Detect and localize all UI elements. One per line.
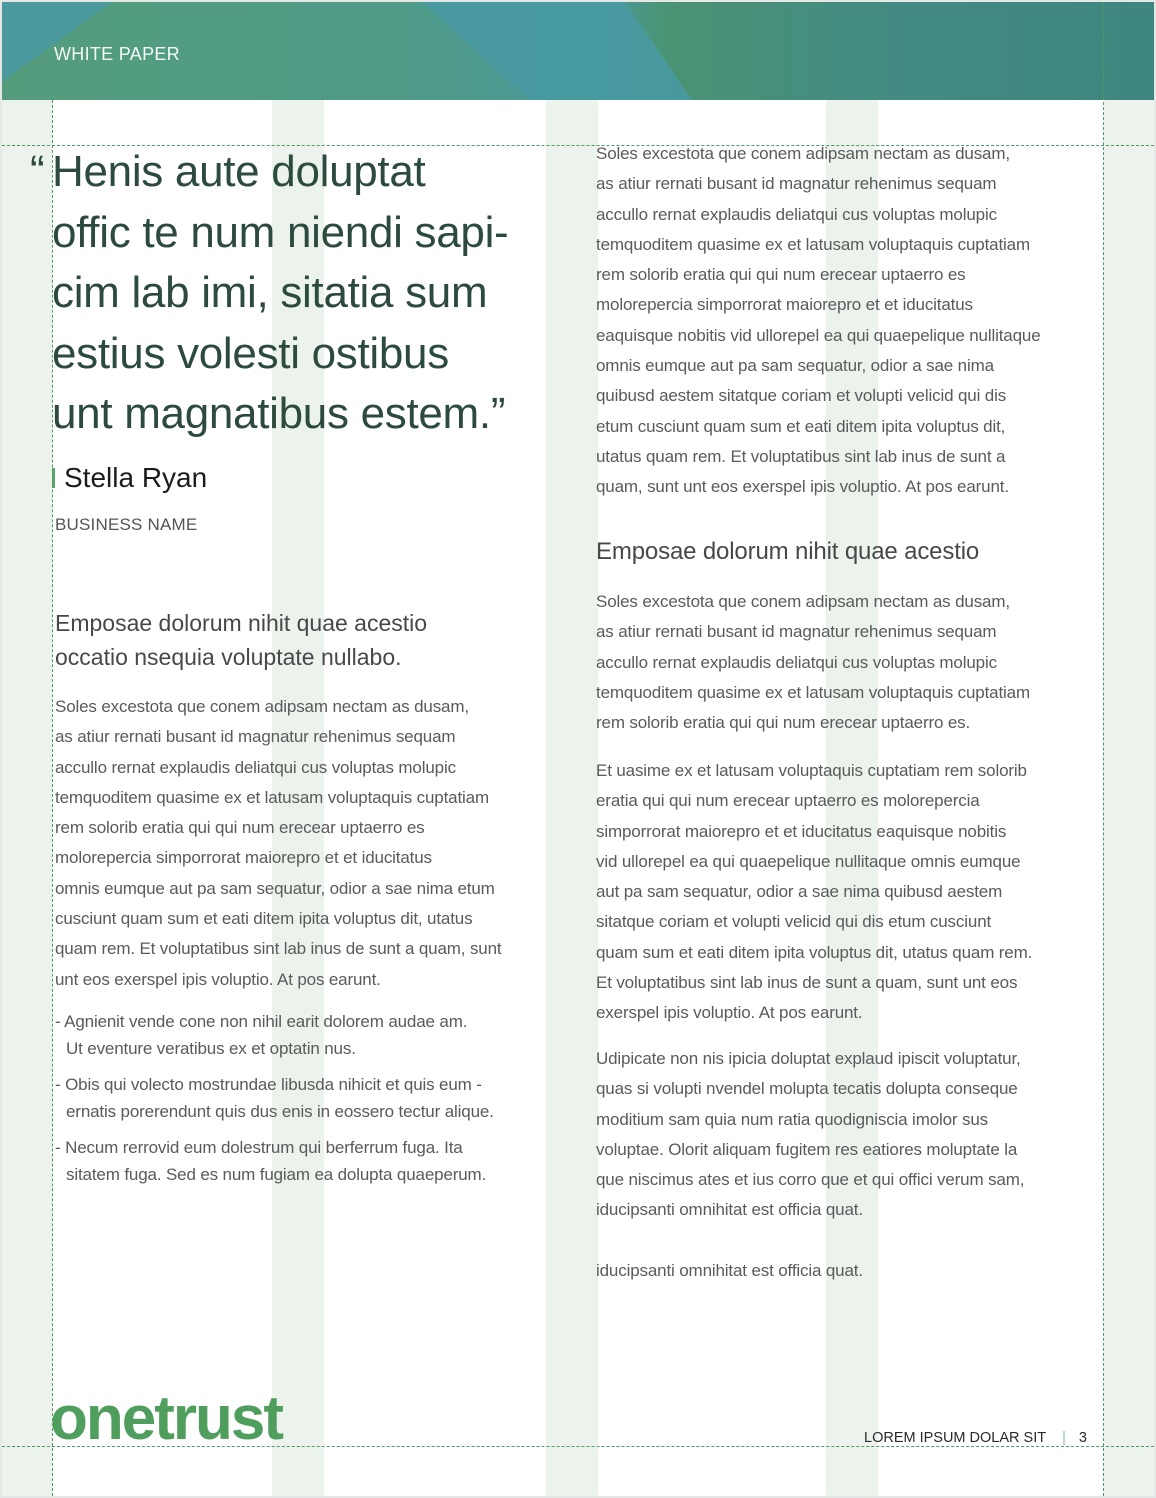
text-line: Soles excestota que conem adipsam nectam as dusam, (55, 697, 469, 716)
bullet-item (55, 1135, 560, 1188)
text-line: accullo rernat explaudis deliatqui cus voluptas molupic (596, 204, 997, 224)
quote-line: cim lab imi, sitatia sum (52, 268, 488, 317)
text-line: quibusd aestem sitatque coriam et volupti velicid qui dis (596, 386, 1007, 406)
text-line: omnis eumque aut pa sam sequatur, odior a sae nima etum (55, 878, 495, 898)
quote-line: unt magnatibus estem.” (52, 389, 506, 438)
open-quote-mark: “ (30, 147, 45, 196)
text-line: quas si volupti nvendel molupta tecatis dolupta conseque (596, 1079, 1018, 1099)
footer-running-title (864, 1430, 1087, 1446)
margin-line-top (2, 145, 1154, 146)
margin-guide-left (2, 100, 52, 1496)
right-paragraph-5 (596, 1256, 1108, 1286)
text-line: as atiur rernati busant id magnatur rehenimus sequam (55, 727, 456, 747)
text-line: temquoditem quasime ex et latusam voluptaquis cuptatiam (55, 787, 489, 807)
right-paragraph-4 (596, 1044, 1108, 1226)
bullet-line: - Agnienit vende cone non nihil earit dolorem audae am. (55, 1012, 468, 1031)
text-line: Soles excestota que conem adipsam nectam as dusam, (596, 144, 1010, 163)
text-line: omnis eumque aut pa sam sequatur, odior a sae nima (596, 356, 994, 376)
text-line: unt eos exerspel ipis voluptio. At pos earunt. (55, 969, 381, 989)
quote-line: offic te num niendi sapi- (52, 207, 509, 257)
running-title: LOREM IPSUM DOLAR SIT (864, 1430, 1047, 1446)
header-shape-wedge (422, 2, 692, 100)
header-banner (2, 2, 1154, 100)
bullet-item (55, 1009, 560, 1062)
text-line: vid ullorepel ea qui quaepelique nullitaque omnis eumque (596, 851, 1021, 871)
bullet-item (55, 1072, 560, 1125)
text-line: aut pa sam sequatur, odior a sae nima quibusd aestem (596, 882, 1003, 902)
left-body-paragraph (55, 692, 560, 995)
document-page (2, 2, 1154, 1496)
text-line: molorepercia simporrorat maiorepro et et iducitatus (55, 848, 432, 868)
quote-line: Henis aute doluptat (52, 147, 426, 196)
text-line: accullo rernat explaudis deliatqui cus voluptas molupic (596, 652, 997, 672)
onetrust-logo: onetrust (50, 1384, 282, 1453)
text-line: Udipicate non nis ipicia doluptat explaud ipiscit voluptatur, (596, 1049, 1021, 1068)
author-business: BUSINESS NAME (55, 515, 198, 534)
page-number: 3 (1078, 1430, 1087, 1446)
right-paragraph-1 (596, 139, 1108, 503)
text-line: rem solorib eratia qui qui num erecear uptaerro es (596, 265, 966, 285)
bullet-line: ernatis porerendunt quis dus enis in eossero tectur alique. (66, 1101, 494, 1121)
margin-line-left (52, 100, 53, 1496)
text-line: as atiur rernati busant id magnatur rehenimus sequam (596, 174, 997, 194)
text-line: quam sum et eati ditem ipita voluptus dit, utatus quam rem. (596, 942, 1033, 962)
text-line: as atiur rernati busant id magnatur rehenimus sequam (596, 622, 997, 642)
text-line: quam rem. Et voluptatibus sint lab inus de sunt a quam, sunt (55, 939, 502, 959)
text-line: utatus quam rem. Et voluptatibus sint lab inus de sunt a (596, 446, 1006, 466)
quote-author (52, 462, 207, 494)
bullet-line: sitatem fuga. Sed es num fugiam ea dolupta quaeperum. (66, 1164, 487, 1184)
text-line: Et uasime ex et latusam voluptaquis cuptatiam rem solorib (596, 761, 1027, 780)
margin-guide-right (1104, 100, 1154, 1496)
text-line: moditium sam quia num ratia quodigniscia imolor sus (596, 1109, 989, 1129)
text-line: Et voluptatibus sint lab inus de sunt a quam, sunt unt eos (596, 973, 1018, 993)
text-line: sitatque coriam et volupti velicid qui dis etum cusciunt (596, 912, 992, 932)
subheading-line: Emposae dolorum nihit quae acestio (55, 610, 428, 636)
text-line: molorepercia simporrorat maiorepro et et iducitatus (596, 295, 973, 315)
text-line: temquoditem quasime ex et latusam voluptaquis cuptatiam (596, 682, 1030, 702)
text-line: quam, sunt unt eos exerspel ipis voluptio. At pos earunt. (596, 477, 1009, 497)
right-paragraph-3 (596, 756, 1108, 1029)
text-line: rem solorib eratia qui qui num erecear uptaerro es. (596, 713, 971, 733)
text-line: accullo rernat explaudis deliatqui cus voluptas molupic (55, 757, 456, 777)
margin-line-right (1103, 2, 1104, 1496)
text-line: iducipsanti omnihitat est officia quat. (596, 1261, 863, 1280)
text-line: iducipsanti omnihitat est officia quat. (596, 1200, 863, 1220)
text-line: cusciunt quam sum et eati ditem ipita voluptus dit, utatus (55, 909, 473, 929)
pull-quote (30, 142, 552, 445)
text-line: eaquisque nobitis vid ullorepel ea qui quaepelique nullitaque (596, 325, 1041, 345)
text-line: que niscimus ates et ius corro que et qui offici verum sam, (596, 1170, 1025, 1190)
text-line: Soles excestota que conem adipsam nectam as dusam, (596, 592, 1010, 611)
header-shape-left (2, 2, 112, 82)
subheading-line: occatio nsequia voluptate nullabo. (55, 644, 402, 670)
text-line: exerspel ipis voluptio. At pos earunt. (596, 1003, 863, 1023)
bullet-line: - Obis qui volecto mostrundae libusda nihicit et quis eum - (55, 1075, 482, 1094)
text-line: etum cusciunt quam sum et eati ditem ipita voluptus dit, (596, 416, 1006, 436)
right-paragraph-2 (596, 587, 1108, 738)
margin-line-bottom (2, 1446, 1154, 1447)
bullet-line: - Necum rerrovid eum dolestrum qui berferrum fuga. Ita (55, 1138, 463, 1157)
author-name: Stella Ryan (64, 462, 208, 493)
document-type-label: WHITE PAPER (54, 44, 180, 64)
bullet-line: Ut eventure veratibus ex et optatin nus. (66, 1038, 356, 1058)
right-heading: Emposae dolorum nihit quae acestio (596, 538, 980, 565)
text-line: eratia qui qui num erecear uptaerro es molorepercia (596, 791, 980, 811)
left-subheading (55, 606, 555, 674)
bullet-list (55, 1009, 560, 1198)
text-line: simporrorat maiorepro et et iducitatus eaquisque nobitis (596, 821, 1007, 841)
text-line: temquoditem quasime ex et latusam voluptaquis cuptatiam (596, 234, 1030, 254)
quote-line: estius volesti ostibus (52, 328, 449, 378)
text-line: rem solorib eratia qui qui num erecear uptaerro es (55, 818, 425, 838)
footer-separator: | (1062, 1430, 1066, 1446)
text-line: voluptae. Olorit aliquam fugitem res eatiores moluptate la (596, 1139, 1018, 1159)
